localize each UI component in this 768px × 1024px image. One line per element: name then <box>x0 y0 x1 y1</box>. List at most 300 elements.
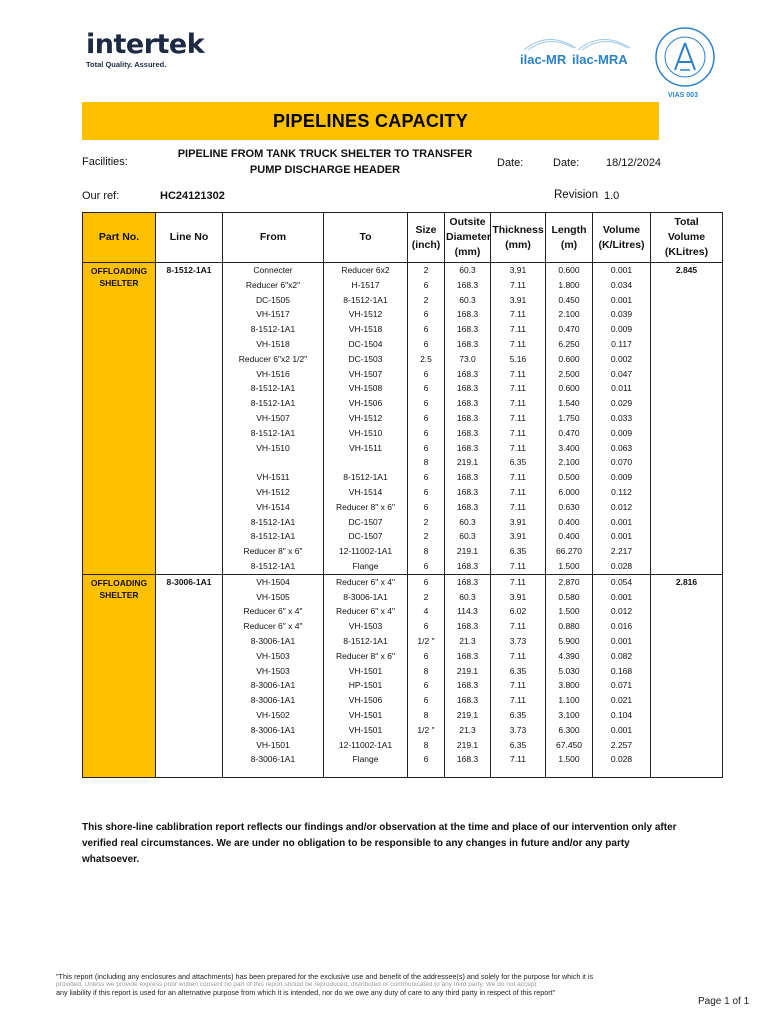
from-cell: VH-1514 <box>223 500 324 515</box>
od-cell: 168.3 <box>445 485 491 500</box>
total-volume-cell <box>651 529 723 544</box>
from-cell: VH-1505 <box>223 590 324 605</box>
part-no-line-2: SHELTER <box>99 589 139 600</box>
table-row <box>83 752 723 767</box>
length-cell: 1.540 <box>546 396 593 411</box>
volume-cell: 0.104 <box>593 708 651 723</box>
length-cell: 3.100 <box>546 708 593 723</box>
od-cell: 168.3 <box>445 619 491 634</box>
thickness-cell: 6.35 <box>491 544 546 559</box>
ilac-arc-icon <box>518 26 638 56</box>
tot-header-2: Volume <box>667 231 706 243</box>
table-row <box>83 678 723 693</box>
page-title: PIPELINES CAPACITY <box>272 110 469 131</box>
part-no-line-2: SHELTER <box>99 278 139 288</box>
table-row <box>83 544 723 559</box>
thickness-cell: 7.11 <box>491 485 546 500</box>
to-cell: VH-1501 <box>324 723 408 738</box>
line-no-cell <box>156 678 223 693</box>
volume-cell: 2.257 <box>593 738 651 753</box>
table-row <box>83 470 723 485</box>
table-row <box>83 529 723 544</box>
length-cell: 6.300 <box>546 723 593 738</box>
total-volume-cell <box>651 411 723 426</box>
vol-header-2: (K/Litres) <box>598 238 645 251</box>
size-cell: 6 <box>408 322 445 337</box>
line-no-cell <box>156 455 223 470</box>
volume-cell: 0.009 <box>593 470 651 485</box>
od-header-1: Outsite <box>449 216 486 228</box>
total-volume-cell <box>651 723 723 738</box>
thickness-cell: 7.11 <box>491 278 546 293</box>
od-cell: 168.3 <box>445 411 491 426</box>
len-header-1: Length <box>551 223 587 236</box>
to-cell: VH-1503 <box>324 619 408 634</box>
to-cell: H-1517 <box>324 278 408 293</box>
length-cell: 1.750 <box>546 411 593 426</box>
od-cell: 219.1 <box>445 664 491 679</box>
table-row <box>83 738 723 753</box>
thickness-cell: 3.91 <box>491 263 546 278</box>
line-no-cell <box>156 396 223 411</box>
to-cell: VH-1510 <box>324 426 408 441</box>
table-row <box>83 664 723 679</box>
table-row <box>83 485 723 500</box>
volume-cell: 0.016 <box>593 619 651 634</box>
thickness-cell: 7.11 <box>491 678 546 693</box>
thickness-cell: 6.35 <box>491 664 546 679</box>
size-header-1: Size <box>415 223 437 236</box>
col-header-size <box>408 213 445 263</box>
thickness-cell: 3.91 <box>491 590 546 605</box>
total-volume-cell <box>651 367 723 382</box>
length-cell: 0.470 <box>546 322 593 337</box>
table-row <box>83 293 723 308</box>
od-cell: 168.3 <box>445 559 491 574</box>
thickness-cell: 7.11 <box>491 619 546 634</box>
capacity-table <box>82 212 723 778</box>
len-header-2: (m) <box>560 238 578 251</box>
od-cell: 168.3 <box>445 470 491 485</box>
from-cell: 8-3006-1A1 <box>223 693 324 708</box>
size-cell: 2.5 <box>408 352 445 367</box>
thickness-cell: 3.73 <box>491 723 546 738</box>
disclaimer-line-1: "This report (including any enclosures and attachments) has been prepared for the exclusive use and benefit of the addressee(s) and solely for the purpose for which it is <box>56 972 594 981</box>
to-cell: Flange <box>324 559 408 574</box>
thk-header-2: (mm) <box>505 238 531 251</box>
thickness-cell: 7.11 <box>491 411 546 426</box>
from-cell: 8-1512-1A1 <box>223 559 324 574</box>
accreditation-marks <box>518 26 718 102</box>
thickness-cell: 7.11 <box>491 649 546 664</box>
from-cell: VH-1503 <box>223 664 324 679</box>
length-cell: 0.500 <box>546 470 593 485</box>
col-header-line-no: Line No <box>156 213 223 263</box>
total-volume-cell <box>651 752 723 767</box>
to-cell: Reducer 8" x 6" <box>324 649 408 664</box>
volume-cell: 0.021 <box>593 693 651 708</box>
thickness-cell: 7.11 <box>491 574 546 589</box>
date-label-2: Date: <box>553 157 580 169</box>
thickness-cell: 6.02 <box>491 604 546 619</box>
length-cell: 6.250 <box>546 337 593 352</box>
from-cell: 8-3006-1A1 <box>223 634 324 649</box>
col-header-volume <box>593 213 651 263</box>
ilac-mr-label: ilac-MR <box>520 52 567 67</box>
size-cell: 8 <box>408 708 445 723</box>
to-cell: VH-1501 <box>324 708 408 723</box>
volume-cell: 0.001 <box>593 723 651 738</box>
size-cell: 1/2 " <box>408 723 445 738</box>
table-row <box>83 441 723 456</box>
col-header-to: To <box>324 213 408 263</box>
part-no-cell <box>83 574 156 777</box>
length-cell: 5.900 <box>546 634 593 649</box>
from-cell: 8-3006-1A1 <box>223 678 324 693</box>
table-row <box>83 411 723 426</box>
total-volume-cell <box>651 352 723 367</box>
total-volume-cell <box>651 738 723 753</box>
line-no-cell <box>156 604 223 619</box>
size-cell: 8 <box>408 738 445 753</box>
line-no-cell: 8-1512-1A1 <box>156 263 223 278</box>
volume-cell: 0.047 <box>593 367 651 382</box>
thickness-cell: 6.35 <box>491 455 546 470</box>
line-no-cell <box>156 485 223 500</box>
to-cell: VH-1518 <box>324 322 408 337</box>
thickness-cell: 7.11 <box>491 752 546 767</box>
length-cell: 67.450 <box>546 738 593 753</box>
from-cell: 8-1512-1A1 <box>223 381 324 396</box>
volume-cell: 0.001 <box>593 634 651 649</box>
part-no-line-1: OFFLOADING <box>90 266 148 276</box>
line-no-cell <box>156 634 223 649</box>
vol-header-1: Volume <box>602 223 641 236</box>
boa-seal-icon <box>654 26 716 90</box>
length-cell: 0.630 <box>546 500 593 515</box>
line-no-cell <box>156 307 223 322</box>
padding-cell <box>156 767 223 777</box>
od-cell: 168.3 <box>445 396 491 411</box>
length-cell: 5.030 <box>546 664 593 679</box>
statement-text: This shore-line cablibration report reflects our findings and/or observation at the time and place of our intervention only after verified real circumstances. We are under no obligation to be responsible to any changes in future and/or any party whatsoever. <box>82 822 677 865</box>
total-volume-cell <box>651 322 723 337</box>
volume-cell: 0.071 <box>593 678 651 693</box>
thickness-cell: 3.73 <box>491 634 546 649</box>
facility-name <box>160 146 490 178</box>
to-cell: VH-1507 <box>324 367 408 382</box>
from-cell: 8-1512-1A1 <box>223 426 324 441</box>
od-cell: 219.1 <box>445 738 491 753</box>
length-cell: 1.800 <box>546 278 593 293</box>
col-header-from: From <box>223 213 324 263</box>
padding-cell <box>546 767 593 777</box>
size-cell: 8 <box>408 544 445 559</box>
line-no-cell <box>156 619 223 634</box>
size-cell: 6 <box>408 381 445 396</box>
size-cell: 6 <box>408 693 445 708</box>
table-row <box>83 352 723 367</box>
line-no-cell <box>156 322 223 337</box>
table-row <box>83 337 723 352</box>
thickness-cell: 7.11 <box>491 470 546 485</box>
from-cell: 8-3006-1A1 <box>223 752 324 767</box>
from-cell: VH-1517 <box>223 307 324 322</box>
col-header-total-volume <box>651 213 723 263</box>
length-cell: 0.600 <box>546 381 593 396</box>
size-cell: 6 <box>408 485 445 500</box>
revision-label: Revision <box>554 189 599 201</box>
length-cell: 66.270 <box>546 544 593 559</box>
od-cell: 114.3 <box>445 604 491 619</box>
thickness-cell: 5.16 <box>491 352 546 367</box>
size-cell: 6 <box>408 337 445 352</box>
length-cell: 0.600 <box>546 352 593 367</box>
from-cell: VH-1518 <box>223 337 324 352</box>
from-cell: Reducer 6"x2 1/2" <box>223 352 324 367</box>
ref-value: HC24121302 <box>160 190 225 202</box>
volume-cell: 0.033 <box>593 411 651 426</box>
from-cell: Reducer 6" x 4" <box>223 619 324 634</box>
od-cell: 168.3 <box>445 693 491 708</box>
from-cell: VH-1516 <box>223 367 324 382</box>
disclaimer-hidden-line: provided. Unless we provide express prior written consent no part of this report should be reproduced, distributed or communicated to any third party. We do not accept <box>56 982 537 988</box>
volume-cell: 0.002 <box>593 352 651 367</box>
volume-cell: 0.054 <box>593 574 651 589</box>
line-no-cell <box>156 544 223 559</box>
od-header-3: (mm) <box>454 246 481 258</box>
table-row <box>83 307 723 322</box>
date-label-1: Date: <box>497 157 524 169</box>
line-no-cell <box>156 500 223 515</box>
volume-cell: 0.011 <box>593 381 651 396</box>
size-cell: 8 <box>408 664 445 679</box>
padding-cell <box>324 767 408 777</box>
length-cell: 1.500 <box>546 604 593 619</box>
line-no-cell <box>156 708 223 723</box>
size-cell: 8 <box>408 455 445 470</box>
length-cell: 0.400 <box>546 515 593 530</box>
total-volume-cell <box>651 678 723 693</box>
total-volume-cell <box>651 337 723 352</box>
padding-cell <box>593 767 651 777</box>
thickness-cell: 3.91 <box>491 515 546 530</box>
length-cell: 1.500 <box>546 559 593 574</box>
from-cell: VH-1504 <box>223 574 324 589</box>
size-cell: 6 <box>408 307 445 322</box>
volume-cell: 0.168 <box>593 664 651 679</box>
total-volume-cell <box>651 559 723 574</box>
total-volume-cell <box>651 396 723 411</box>
line-no-cell <box>156 381 223 396</box>
ilac-mra-label: ilac-MRA <box>572 52 628 67</box>
length-cell: 6.000 <box>546 485 593 500</box>
col-header-length <box>546 213 593 263</box>
volume-cell: 0.012 <box>593 604 651 619</box>
total-volume-cell <box>651 544 723 559</box>
table-row <box>83 367 723 382</box>
volume-cell: 0.009 <box>593 426 651 441</box>
line-no-cell <box>156 426 223 441</box>
facilities-label: Facilities: <box>82 156 128 168</box>
volume-cell: 0.063 <box>593 441 651 456</box>
volume-cell: 0.117 <box>593 337 651 352</box>
from-cell: 8-1512-1A1 <box>223 322 324 337</box>
od-cell: 21.3 <box>445 723 491 738</box>
line-no-cell <box>156 590 223 605</box>
length-cell: 3.800 <box>546 678 593 693</box>
line-no-cell <box>156 559 223 574</box>
volume-cell: 0.001 <box>593 293 651 308</box>
line-no-cell <box>156 738 223 753</box>
od-cell: 168.3 <box>445 678 491 693</box>
size-cell: 6 <box>408 574 445 589</box>
to-cell: VH-1512 <box>324 411 408 426</box>
to-cell <box>324 455 408 470</box>
volume-cell: 0.034 <box>593 278 651 293</box>
from-cell <box>223 455 324 470</box>
thickness-cell: 7.11 <box>491 500 546 515</box>
size-cell: 6 <box>408 649 445 664</box>
line-no-cell <box>156 470 223 485</box>
table-row <box>83 263 723 278</box>
from-cell: Reducer 6"x2" <box>223 278 324 293</box>
od-cell: 168.3 <box>445 278 491 293</box>
line-no-cell <box>156 367 223 382</box>
padding-cell <box>651 767 723 777</box>
line-no-cell: 8-3006-1A1 <box>156 574 223 589</box>
to-cell: DC-1503 <box>324 352 408 367</box>
od-cell: 21.3 <box>445 634 491 649</box>
thickness-cell: 3.91 <box>491 529 546 544</box>
volume-cell: 0.082 <box>593 649 651 664</box>
size-cell: 6 <box>408 411 445 426</box>
padding-cell <box>491 767 546 777</box>
volume-cell: 0.039 <box>593 307 651 322</box>
table-row <box>83 278 723 293</box>
table-row <box>83 322 723 337</box>
line-no-cell <box>156 411 223 426</box>
od-cell: 168.3 <box>445 307 491 322</box>
od-cell: 168.3 <box>445 322 491 337</box>
date-value: 18/12/2024 <box>606 157 662 169</box>
table-row <box>83 381 723 396</box>
thickness-cell: 7.11 <box>491 381 546 396</box>
table-padding-row <box>83 767 723 777</box>
table-row <box>83 559 723 574</box>
od-cell: 60.3 <box>445 263 491 278</box>
disclaimer-line-2: any liability if this report is used for an alternative purpose from which it is intended, nor do we owe any duty of care to any third party in respect of this report" <box>56 988 556 997</box>
from-cell: 8-1512-1A1 <box>223 396 324 411</box>
part-no-line-1: OFFLOADING <box>90 577 148 588</box>
to-cell: VH-1506 <box>324 693 408 708</box>
intertek-logo <box>86 30 204 69</box>
size-cell: 6 <box>408 619 445 634</box>
size-cell: 6 <box>408 678 445 693</box>
to-cell: 8-1512-1A1 <box>324 470 408 485</box>
od-cell: 168.3 <box>445 337 491 352</box>
logo-wordmark: intertek <box>86 29 205 60</box>
size-cell: 6 <box>408 752 445 767</box>
from-cell: VH-1507 <box>223 411 324 426</box>
line-no-cell <box>156 649 223 664</box>
size-header-2: (inch) <box>411 238 441 251</box>
length-cell: 2.100 <box>546 307 593 322</box>
thickness-cell: 7.11 <box>491 367 546 382</box>
length-cell: 0.470 <box>546 426 593 441</box>
padding-cell <box>223 767 324 777</box>
size-cell: 4 <box>408 604 445 619</box>
length-cell: 2.870 <box>546 574 593 589</box>
total-volume-cell <box>651 664 723 679</box>
table-row <box>83 590 723 605</box>
table-row <box>83 574 723 589</box>
line-no-cell <box>156 515 223 530</box>
line-no-cell <box>156 693 223 708</box>
od-cell: 168.3 <box>445 574 491 589</box>
total-volume-cell <box>651 293 723 308</box>
padding-cell <box>445 767 491 777</box>
to-cell: 8-3006-1A1 <box>324 590 408 605</box>
line-no-cell <box>156 752 223 767</box>
volume-cell: 0.001 <box>593 515 651 530</box>
ref-label: Our ref: <box>82 190 120 202</box>
total-volume-cell <box>651 381 723 396</box>
volume-cell: 0.070 <box>593 455 651 470</box>
revision-value: 1.0 <box>604 190 620 202</box>
from-cell: Reducer 6" x 4" <box>223 604 324 619</box>
table-row <box>83 723 723 738</box>
size-cell: 6 <box>408 441 445 456</box>
from-cell: Connecter <box>223 263 324 278</box>
thickness-cell: 7.11 <box>491 322 546 337</box>
to-cell: 8-1512-1A1 <box>324 293 408 308</box>
tot-header-3: (KLitres) <box>664 246 709 258</box>
from-cell: VH-1502 <box>223 708 324 723</box>
to-cell: Reducer 8" x 6" <box>324 500 408 515</box>
od-cell: 219.1 <box>445 544 491 559</box>
od-cell: 219.1 <box>445 708 491 723</box>
total-volume-cell: 2.816 <box>651 574 723 589</box>
size-cell: 6 <box>408 396 445 411</box>
thickness-cell: 7.11 <box>491 396 546 411</box>
total-volume-cell <box>651 426 723 441</box>
table-row <box>83 619 723 634</box>
table-row <box>83 693 723 708</box>
table-row <box>83 604 723 619</box>
size-cell: 2 <box>408 590 445 605</box>
col-header-part-no: Part No. <box>83 213 156 263</box>
size-cell: 2 <box>408 515 445 530</box>
table-row <box>83 634 723 649</box>
to-cell: DC-1507 <box>324 515 408 530</box>
total-volume-cell <box>651 485 723 500</box>
length-cell: 3.400 <box>546 441 593 456</box>
title-bar <box>82 102 659 140</box>
size-cell: 1/2 " <box>408 634 445 649</box>
capacity-table-wrap <box>82 212 722 778</box>
length-cell: 0.600 <box>546 263 593 278</box>
thickness-cell: 7.11 <box>491 337 546 352</box>
od-cell: 168.3 <box>445 367 491 382</box>
total-volume-cell <box>651 590 723 605</box>
total-volume-cell <box>651 470 723 485</box>
thickness-cell: 7.11 <box>491 693 546 708</box>
length-cell: 0.450 <box>546 293 593 308</box>
total-volume-cell <box>651 500 723 515</box>
od-cell: 60.3 <box>445 515 491 530</box>
length-cell: 0.880 <box>546 619 593 634</box>
